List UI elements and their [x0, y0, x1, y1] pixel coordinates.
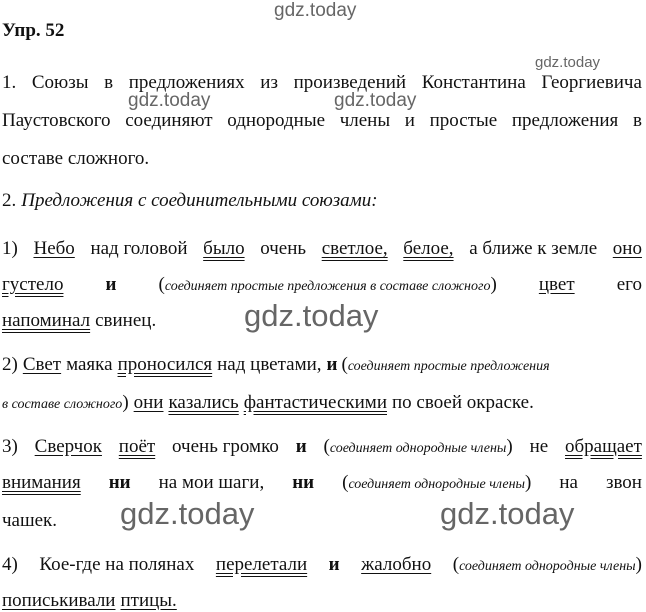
- watermark: gdz.today: [535, 54, 601, 71]
- conjunction-note: соединяет однородные члены: [329, 441, 507, 456]
- sentence-3-line-2: внимания ни на мои шаги, ни (соединяет однородные члены) на звон: [2, 472, 642, 496]
- sentence-1-line-1: 1) Небо над головой было очень светлое, белое, а ближе к земле оно: [2, 238, 642, 259]
- predicate-word: светлое,: [321, 238, 388, 259]
- sentence-4-line-2: [2, 590, 177, 612]
- conjunction: ни: [292, 472, 315, 493]
- subject-word: оно: [612, 238, 642, 259]
- paragraph-1-line-1: 1. Союзы в предложениях из произведений Константина Георгиевича: [2, 72, 642, 93]
- sentence-1-line-2: густело и (соединяет простые предложения в составе сложного) цвет его: [2, 274, 642, 298]
- conjunction: и: [326, 354, 338, 375]
- subject-word: Свет: [22, 354, 62, 375]
- adverb-word: жалобно: [361, 554, 432, 575]
- watermark: gdz.today: [120, 496, 255, 531]
- subject-word: Небо: [33, 238, 75, 259]
- watermark: gdz.today: [244, 298, 379, 333]
- predicate-word: перелетали: [215, 554, 308, 575]
- watermark: gdz.today: [334, 90, 417, 111]
- subject-word: птицы.: [120, 590, 177, 611]
- conjunction: ни: [108, 472, 131, 493]
- conjunction-note: соединяет однородные члены: [348, 477, 525, 492]
- predicate-word: белое,: [403, 238, 454, 259]
- conjunction-note: соединяет простые предложения в составе сложного: [164, 279, 491, 294]
- predicate-word: обращает: [565, 436, 642, 457]
- exercise-title: Упр. 52: [2, 20, 65, 41]
- watermark: gdz.today: [440, 496, 575, 531]
- watermark: gdz.today: [274, 0, 357, 21]
- subject-word: цвет: [538, 274, 575, 295]
- conjunction-note: в составе сложного: [2, 397, 123, 412]
- conjunction: и: [295, 436, 307, 457]
- sentence-4-line-1: 4) Кое-где на полянах перелетали и жалобно (соединяет однородные члены): [2, 554, 642, 578]
- paragraph-1-line-3: составе сложного.: [2, 148, 150, 169]
- subject-word: они: [133, 392, 164, 413]
- conjunction-note: соединяет простые предложения: [347, 359, 550, 374]
- predicate-word: пописькивали: [2, 590, 116, 611]
- conjunction: и: [328, 554, 340, 575]
- conjunction-note: соединяет однородные члены: [459, 559, 636, 574]
- predicate-word: казались: [168, 392, 239, 413]
- predicate-word: густело: [2, 274, 64, 295]
- subject-word: Сверчок: [34, 436, 102, 457]
- paragraph-2-heading: 2. Предложения с соединительными союзами:: [2, 190, 378, 211]
- predicate-word: было: [203, 238, 245, 259]
- sentence-2-line-2: в составе сложного) они казались фантастическими по своей окраске.: [2, 392, 534, 413]
- predicate-word: фантастическими: [243, 392, 387, 413]
- sentence-1-line-3: напоминал свинец.: [2, 310, 157, 331]
- predicate-word: поёт: [118, 436, 156, 457]
- predicate-word: проносился: [117, 354, 213, 375]
- predicate-word: напоминал: [2, 310, 91, 331]
- sentence-3-line-3: чашек.: [2, 510, 58, 531]
- conjunction: и: [105, 274, 117, 295]
- paragraph-1-line-2: Паустовского соединяют однородные члены и простые предложения в: [2, 110, 642, 131]
- watermark: gdz.today: [128, 90, 211, 111]
- sentence-2-line-1: 2) Свет маяка проносился над цветами, и (соединяет простые предложения: [2, 354, 550, 375]
- predicate-word: внимания: [2, 472, 81, 493]
- sentence-3-line-1: 3) Сверчок поёт очень громко и (соединяет однородные члены) не обращает: [2, 436, 642, 460]
